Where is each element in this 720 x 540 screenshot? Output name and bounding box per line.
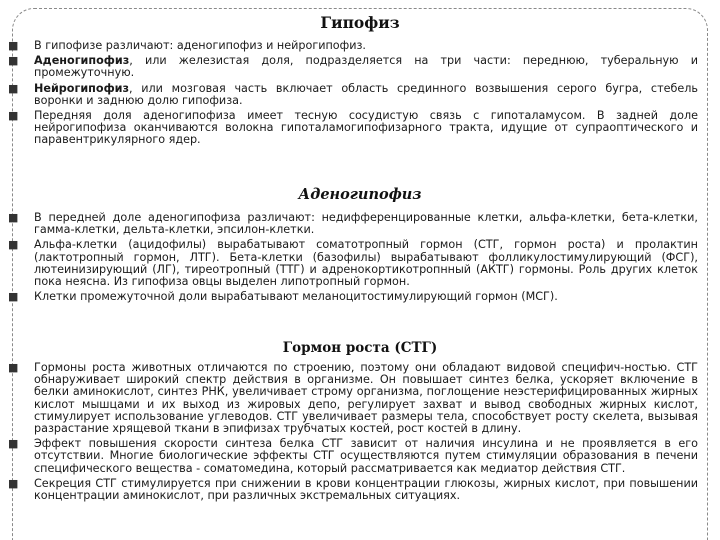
list-item <box>0 362 720 435</box>
item-text: Эффект повышения скорости синтеза белка СТГ зависит от наличия инсулина и не проявляется в его отсутствии. Многие биологические эффекты СТГ осуществляются путем стимуляции образования в печени специфического вещества - соматомедина, который рассматривается как медиатор действия СТГ. <box>34 437 698 475</box>
bullet-icon: ■ <box>8 437 19 451</box>
bullet-icon: ■ <box>8 361 19 374</box>
list-item <box>0 478 720 502</box>
bullet-icon: ■ <box>8 290 19 304</box>
page-title: Гипофиз <box>320 13 400 32</box>
bullet-icon: ■ <box>8 109 19 123</box>
item-term: Аденогипофиз <box>34 54 130 68</box>
list-item <box>0 438 720 475</box>
item-text: Альфа-клетки (ацидофилы) вырабатывают соматотропный гормон (СТГ, гормон роста) и пролактин (лактотропный гормон, ЛТГ). Бета-клетки (базофилы) вырабатывают фолликулостимулирующий (ФСГ), лютеинизирующий (ЛГ), тиреотропный (ТТГ) и адренокортикотропнный (АКТГ) гормоны. Роль других клеток пока неясна. Из гипофиза овцы выделен липотропный гормон. <box>34 238 698 289</box>
item-text: Секреция СТГ стимулируется при снижении в крови концентрации глюкозы, жирных кислот, при повышении концентрации аминокислот, при различных экстремальных ситуациях. <box>34 476 698 503</box>
list-item <box>0 239 720 288</box>
item-text: , или мозговая часть включает область срединного возвышения серого бугра, стебель воронки и заднюю долю гипофиза. <box>34 81 698 107</box>
bullet-icon: ■ <box>8 211 19 224</box>
bullet-icon: ■ <box>8 81 19 95</box>
item-text: Гормоны роста животных отличаются по строению, поэтому они обладают видовой специфич-ностью. СТГ обнаруживает широкий спектр действия в организме. Он повышает синтез белка, ускоряет включение в белки аминокислот, синтез РНК, увеличивает строму организма, поглощение неэстерифицированных жирных кислот мышцами и их выход из жировых депо, регулирует захват и вывод свободных жирных кислот, стимулирует использование углеводов. СТГ увеличивает размеры тела, способствует росту скелета, вызывая разрастание хрящевой ткани в эпифизах трубчатых костей, рост костей в длину. <box>34 361 698 436</box>
list-item <box>0 291 720 303</box>
item-term: Нейрогипофиз <box>34 81 130 95</box>
item-text: В гипофизе различают: аденогипофиз и нейрогипофиз. <box>34 39 366 52</box>
list-item <box>0 55 720 79</box>
item-text: , или железистая доля, подразделяется на три части: переднюю, туберальную и промежуточную. <box>34 54 698 80</box>
section-heading-adenohypophysis: Аденогипофиз <box>298 186 422 203</box>
bullet-icon: ■ <box>8 39 19 52</box>
section-pituitary-list <box>0 40 720 150</box>
item-text: Передняя доля аденогипофиза имеет тесную сосудистую связь с гипоталамусом. В задней доле нейрогипофиза оканчиваются волокна гипоталамогипофизарного тракта, идущие от супраоптического и паравентрикулярного ядер. <box>34 109 698 147</box>
list-item <box>0 110 720 147</box>
bullet-icon: ■ <box>8 238 19 252</box>
section-growth-hormone-list <box>0 362 720 505</box>
bullet-icon: ■ <box>8 476 19 490</box>
section-heading-growth-hormone: Гормон роста (СТГ) <box>282 340 438 356</box>
section-adenohypophysis-list <box>0 212 720 306</box>
item-text: В передней доле аденогипофиза различают: недифференцированные клетки, альфа-клетки, бета-клетки, гамма-клетки, дельта-клетки, эпсилон-клетки. <box>34 211 698 237</box>
list-item <box>0 212 720 236</box>
item-text: Клетки промежуточной доли вырабатывают меланоцитостимулирующий гормон (МСГ). <box>34 290 558 304</box>
list-item <box>0 83 720 107</box>
list-item <box>0 40 720 52</box>
bullet-icon: ■ <box>8 54 19 68</box>
